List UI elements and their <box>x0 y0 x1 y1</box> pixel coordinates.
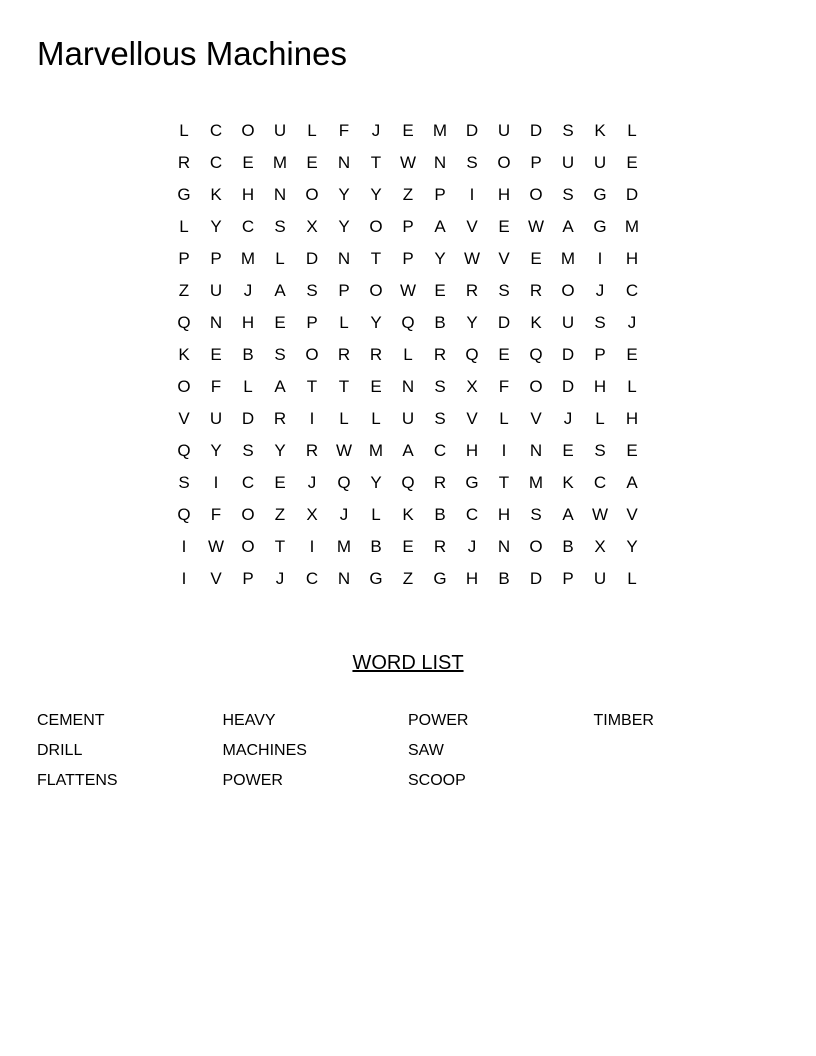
grid-letter: L <box>243 377 253 396</box>
grid-letter: D <box>497 313 511 332</box>
grid-letter: H <box>497 185 511 204</box>
grid-letter: N <box>337 569 351 588</box>
grid-letter: C <box>241 473 255 492</box>
grid-letter: G <box>593 217 607 236</box>
grid-letter: N <box>529 441 543 460</box>
grid-letter: V <box>178 409 190 428</box>
grid-letter: O <box>529 537 543 556</box>
grid-letter: S <box>530 505 542 524</box>
grid-letter: B <box>242 345 254 364</box>
grid-letter: L <box>627 569 637 588</box>
grid-letter: P <box>210 249 222 268</box>
grid-letter: L <box>275 249 285 268</box>
grid-letter: S <box>594 441 606 460</box>
grid-letter: E <box>402 537 414 556</box>
grid-letter: D <box>561 345 575 364</box>
grid-letter: S <box>434 377 446 396</box>
grid-letter: O <box>177 377 191 396</box>
grid-letter: L <box>307 121 317 140</box>
grid-letter: G <box>433 569 447 588</box>
grid-letter: Y <box>338 217 350 236</box>
page-title: Marvellous Machines <box>37 35 347 72</box>
grid-letter: W <box>591 505 609 524</box>
grid-letter: X <box>466 377 478 396</box>
grid-letter: O <box>497 153 511 172</box>
grid-letter: X <box>594 537 606 556</box>
grid-letter: Y <box>626 537 638 556</box>
grid-letter: S <box>562 121 574 140</box>
grid-letter: T <box>338 377 350 396</box>
grid-letter: W <box>527 217 545 236</box>
grid-letter: R <box>305 441 319 460</box>
grid-letter: I <box>181 537 187 556</box>
grid-letter: T <box>498 473 510 492</box>
grid-letter: F <box>210 377 222 396</box>
grid-letter: L <box>339 409 349 428</box>
grid-letter: Q <box>529 345 543 364</box>
grid-letter: J <box>371 121 381 140</box>
grid-letter: I <box>501 441 507 460</box>
word-list-item: HEAVY <box>222 712 276 729</box>
grid-letter: R <box>369 345 383 364</box>
grid-letter: S <box>178 473 190 492</box>
grid-letter: L <box>595 409 605 428</box>
grid-letter: S <box>562 185 574 204</box>
grid-letter: U <box>593 153 607 172</box>
grid-letter: B <box>370 537 382 556</box>
grid-letter: M <box>368 441 384 460</box>
grid-letter: H <box>465 441 479 460</box>
grid-letter: P <box>402 249 414 268</box>
grid-letter: I <box>597 249 603 268</box>
grid-letter: J <box>243 281 253 300</box>
grid-letter: C <box>241 217 255 236</box>
grid-letter: G <box>177 185 191 204</box>
grid-letter: F <box>498 377 510 396</box>
grid-letter: Q <box>337 473 351 492</box>
grid-letter: K <box>530 313 542 332</box>
grid-letter: C <box>209 121 223 140</box>
grid-letter: P <box>562 569 574 588</box>
grid-letter: E <box>370 377 382 396</box>
grid-letter: E <box>626 153 638 172</box>
grid-letter: H <box>497 505 511 524</box>
grid-letter: S <box>242 441 254 460</box>
grid-letter: J <box>307 473 317 492</box>
grid-letter: N <box>433 153 447 172</box>
word-list <box>37 706 779 796</box>
grid-letter: S <box>306 281 318 300</box>
grid-letter: Z <box>402 185 414 204</box>
grid-letter: P <box>434 185 446 204</box>
grid-letter: P <box>594 345 606 364</box>
grid-letter: S <box>466 153 478 172</box>
grid-letter: E <box>274 473 286 492</box>
grid-letter: E <box>434 281 446 300</box>
grid-letter: K <box>402 505 414 524</box>
grid-letter: C <box>305 569 319 588</box>
word-list-item: TIMBER <box>593 712 654 729</box>
grid-letter: P <box>242 569 254 588</box>
grid-letter: L <box>627 377 637 396</box>
grid-letter: K <box>562 473 574 492</box>
grid-letter: O <box>241 121 255 140</box>
grid-letter: F <box>338 121 350 140</box>
word-list-item: SAW <box>408 742 444 759</box>
grid-letter: N <box>497 537 511 556</box>
grid-letter: G <box>593 185 607 204</box>
grid-letter: E <box>498 217 510 236</box>
grid-letter: B <box>562 537 574 556</box>
grid-letter: U <box>593 569 607 588</box>
grid-letter: C <box>465 505 479 524</box>
word-list-item: FLATTENS <box>37 772 118 789</box>
grid-letter: V <box>626 505 638 524</box>
grid-letter: H <box>625 409 639 428</box>
grid-letter: E <box>498 345 510 364</box>
grid-letter: T <box>370 249 382 268</box>
word-list-item: DRILL <box>37 742 83 759</box>
grid-letter: B <box>498 569 510 588</box>
grid-letter: C <box>593 473 607 492</box>
grid-letter: M <box>336 537 352 556</box>
grid-letter: A <box>562 505 574 524</box>
word-list-item: POWER <box>408 712 469 729</box>
grid-letter: L <box>371 505 381 524</box>
grid-letter: L <box>627 121 637 140</box>
grid-letter: N <box>337 249 351 268</box>
grid-letter: Q <box>177 441 191 460</box>
grid-letter: R <box>529 281 543 300</box>
grid-letter: S <box>434 409 446 428</box>
grid-letter: Y <box>274 441 286 460</box>
grid-letter: F <box>210 505 222 524</box>
grid-letter: T <box>370 153 382 172</box>
grid-letter: P <box>402 217 414 236</box>
grid-letter: O <box>305 345 319 364</box>
grid-letter: V <box>210 569 222 588</box>
grid-letter: G <box>369 569 383 588</box>
grid-letter: P <box>530 153 542 172</box>
grid-letter: X <box>306 217 318 236</box>
grid-letter: M <box>624 217 640 236</box>
grid-letter: S <box>274 345 286 364</box>
grid-letter: J <box>467 537 477 556</box>
grid-letter: W <box>399 153 417 172</box>
grid-letter: V <box>498 249 510 268</box>
grid-letter: E <box>562 441 574 460</box>
grid-letter: H <box>241 185 255 204</box>
grid-letter: Q <box>401 313 415 332</box>
grid-letter: H <box>465 569 479 588</box>
grid-letter: U <box>497 121 511 140</box>
grid-letter: Z <box>178 281 190 300</box>
grid-letter: Y <box>370 185 382 204</box>
grid-letter: E <box>210 345 222 364</box>
grid-letter: Q <box>465 345 479 364</box>
grid-letter: Y <box>210 441 222 460</box>
letter-grid <box>168 115 648 595</box>
grid-letter: K <box>594 121 606 140</box>
grid-letter: Y <box>466 313 478 332</box>
grid-letter: J <box>563 409 573 428</box>
grid-letter: A <box>402 441 414 460</box>
grid-letter: V <box>466 217 478 236</box>
grid-letter: Z <box>402 569 414 588</box>
grid-letter: U <box>561 313 575 332</box>
grid-letter: P <box>178 249 190 268</box>
grid-letter: L <box>339 313 349 332</box>
grid-letter: U <box>273 121 287 140</box>
grid-letter: J <box>339 505 349 524</box>
grid-letter: S <box>274 217 286 236</box>
grid-letter: N <box>209 313 223 332</box>
grid-letter: J <box>275 569 285 588</box>
grid-letter: O <box>241 505 255 524</box>
grid-letter: Q <box>177 313 191 332</box>
grid-letter: Q <box>177 505 191 524</box>
grid-letter: I <box>213 473 219 492</box>
grid-letter: L <box>179 217 189 236</box>
grid-letter: M <box>560 249 576 268</box>
word-list-item: MACHINES <box>222 742 307 759</box>
grid-letter: O <box>369 281 383 300</box>
grid-letter: D <box>561 377 575 396</box>
grid-letter: O <box>305 185 319 204</box>
grid-letter: E <box>626 345 638 364</box>
grid-letter: I <box>309 409 315 428</box>
grid-letter: E <box>530 249 542 268</box>
grid-letter: J <box>595 281 605 300</box>
grid-letter: V <box>466 409 478 428</box>
grid-letter: O <box>241 537 255 556</box>
grid-letter: C <box>625 281 639 300</box>
grid-letter: O <box>529 185 543 204</box>
grid-letter: D <box>625 185 639 204</box>
grid-letter: O <box>561 281 575 300</box>
grid-letter: B <box>434 313 446 332</box>
grid-letter: W <box>463 249 481 268</box>
grid-letter: T <box>306 377 318 396</box>
word-list-item: SCOOP <box>408 772 466 789</box>
grid-letter: Y <box>370 473 382 492</box>
grid-letter: L <box>371 409 381 428</box>
grid-letter: A <box>562 217 574 236</box>
word-list-title: WORD LIST <box>352 652 464 674</box>
grid-letter: E <box>626 441 638 460</box>
grid-letter: A <box>626 473 638 492</box>
grid-letter: A <box>274 281 286 300</box>
grid-letter: M <box>240 249 256 268</box>
grid-letter: K <box>178 345 190 364</box>
grid-letter: A <box>434 217 446 236</box>
grid-letter: N <box>401 377 415 396</box>
grid-letter: A <box>274 377 286 396</box>
grid-letter: U <box>209 281 223 300</box>
grid-letter: G <box>465 473 479 492</box>
grid-letter: M <box>432 121 448 140</box>
grid-letter: H <box>241 313 255 332</box>
grid-letter: B <box>434 505 446 524</box>
grid-letter: O <box>369 217 383 236</box>
word-list-item: CEMENT <box>37 712 105 729</box>
grid-letter: N <box>337 153 351 172</box>
grid-letter: U <box>401 409 415 428</box>
grid-letter: R <box>337 345 351 364</box>
grid-letter: I <box>469 185 475 204</box>
grid-letter: P <box>338 281 350 300</box>
grid-letter: M <box>272 153 288 172</box>
grid-letter: R <box>465 281 479 300</box>
grid-letter: R <box>433 345 447 364</box>
grid-letter: D <box>465 121 479 140</box>
grid-letter: J <box>627 313 637 332</box>
grid-letter: R <box>177 153 191 172</box>
word-list-item: POWER <box>222 772 283 789</box>
grid-letter: L <box>179 121 189 140</box>
grid-letter: R <box>433 537 447 556</box>
grid-letter: S <box>594 313 606 332</box>
grid-letter: K <box>210 185 222 204</box>
grid-letter: W <box>335 441 353 460</box>
grid-letter: P <box>306 313 318 332</box>
grid-letter: D <box>529 569 543 588</box>
grid-letter: W <box>207 537 225 556</box>
grid-letter: Z <box>274 505 286 524</box>
grid-letter: V <box>530 409 542 428</box>
grid-letter: E <box>402 121 414 140</box>
grid-letter: W <box>399 281 417 300</box>
grid-letter: X <box>306 505 318 524</box>
grid-letter: O <box>529 377 543 396</box>
grid-letter: R <box>273 409 287 428</box>
grid-letter: D <box>305 249 319 268</box>
grid-letter: U <box>561 153 575 172</box>
grid-letter: C <box>433 441 447 460</box>
grid-letter: R <box>433 473 447 492</box>
grid-letter: Y <box>210 217 222 236</box>
grid-letter: N <box>273 185 287 204</box>
grid-letter: L <box>499 409 509 428</box>
grid-letter: E <box>306 153 318 172</box>
grid-letter: T <box>274 537 286 556</box>
grid-letter: L <box>403 345 413 364</box>
grid-letter: Y <box>338 185 350 204</box>
grid-letter: I <box>309 537 315 556</box>
grid-letter: C <box>209 153 223 172</box>
grid-letter: Q <box>401 473 415 492</box>
grid-letter: D <box>529 121 543 140</box>
grid-letter: S <box>498 281 510 300</box>
grid-letter: U <box>209 409 223 428</box>
grid-letter: I <box>181 569 187 588</box>
grid-letter: H <box>625 249 639 268</box>
grid-letter: Y <box>434 249 446 268</box>
grid-letter: D <box>241 409 255 428</box>
grid-letter: M <box>528 473 544 492</box>
grid-letter: H <box>593 377 607 396</box>
grid-letter: E <box>274 313 286 332</box>
grid-letter: Y <box>370 313 382 332</box>
grid-letter: E <box>242 153 254 172</box>
